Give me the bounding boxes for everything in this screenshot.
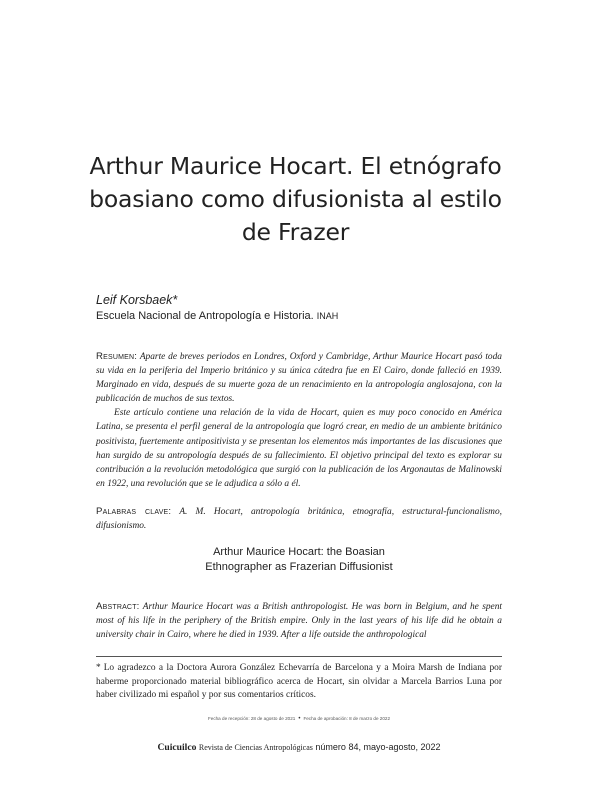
abstract-text: Arthur Maurice Hocart was a British anthropologist. He was born in Belgium, and he spent most of his life in the periphery of the British empire. Only in the last years of his life did he obtain a university chair in Cairo, where he died in 1939. After a life outside the anthropological bbox=[96, 602, 502, 641]
approved-date: Fecha de aprobación: 8 de marzo de 2022 bbox=[303, 716, 391, 721]
received-date: Fecha de recepción: 28 de agosto de 2021 bbox=[207, 716, 296, 721]
footnote bbox=[96, 662, 502, 703]
journal-footer bbox=[96, 742, 502, 753]
keywords-section bbox=[96, 505, 502, 533]
english-title bbox=[96, 545, 502, 575]
resumen-paragraph-2: Este artículo contiene una relación de la vida de Hocart, quien es muy poco conocido en América Latina, se presenta el perfil general de la antropología que logró crear, en medio de un ambiente británico positivista, fuertemente antipositivista y se presentan los elementos más importantes de las discusiones que han surgido de su antropología después de su fallecimiento. El objetivo principal del texto es explorar su contribución a la revolución metodológica que surgió con la publicación de los Argonautas de Malinowski en 1922, una revolución que se le adjudica a sólo a él. bbox=[96, 408, 502, 489]
journal-subtitle: Revista de Ciencias Antropológicas bbox=[198, 743, 313, 752]
resumen-text-1: Aparte de breves periodos en Londres, Oxford y Cambridge, Arthur Maurice Hocart pasó toda su vida en la periferia del Imperio británico y su única cátedra fue en El Cairo, donde falleció en 1939. Marginado en vida, después de su muerte goza de un renacimiento en la antropología anglosajona, con la publicación de muchos de sus textos. bbox=[96, 352, 502, 405]
publication-dates bbox=[96, 716, 502, 722]
date-separator: • bbox=[298, 716, 301, 722]
affiliation-tag: INAH bbox=[316, 311, 339, 321]
author-name: Leif Korsbaek* bbox=[96, 293, 178, 307]
english-title-line: Arthur Maurice Hocart: the Boasian bbox=[213, 546, 385, 558]
journal-name: Cuicuilco bbox=[157, 742, 197, 753]
keywords-paragraph bbox=[96, 505, 502, 533]
footnote-mark: * bbox=[96, 663, 101, 673]
resumen-paragraph-1 bbox=[96, 350, 502, 406]
journal-issue: número 84, mayo-agosto, 2022 bbox=[315, 742, 441, 752]
author-affiliation bbox=[96, 310, 338, 322]
abstract-paragraph bbox=[96, 600, 502, 642]
resumen-section bbox=[96, 350, 502, 491]
resumen-label: Resumen: bbox=[96, 351, 138, 362]
title-line: de Frazer bbox=[241, 218, 350, 246]
footnote-divider bbox=[96, 656, 502, 657]
title-line: Arthur Maurice Hocart. El etnógrafo bbox=[89, 152, 502, 180]
keywords-text: A. M. Hocart, antropología británica, etnografía, estructural-funcionalismo, difusionismo. bbox=[96, 507, 502, 532]
article-title bbox=[60, 150, 531, 249]
abstract-label: Abstract: bbox=[96, 601, 140, 612]
keywords-label: Palabras clave: bbox=[96, 506, 172, 517]
title-line: boasiano como difusionista al estilo bbox=[89, 185, 502, 213]
footnote-text: Lo agradezco a la Doctora Aurora González Echevarría de Barcelona y a Moira Marsh de Indiana por haberme proporcionado material bibliográfico acerca de Hocart, sin olvidar a Marcela Barrios Luna por haber civilizado mi español y por sus comentarios críticos. bbox=[96, 663, 502, 701]
abstract-section bbox=[96, 600, 502, 642]
affiliation-name: Escuela Nacional de Antropología e Historia. bbox=[96, 310, 314, 322]
english-title-line: Ethnographer as Frazerian Diffusionist bbox=[205, 561, 393, 573]
